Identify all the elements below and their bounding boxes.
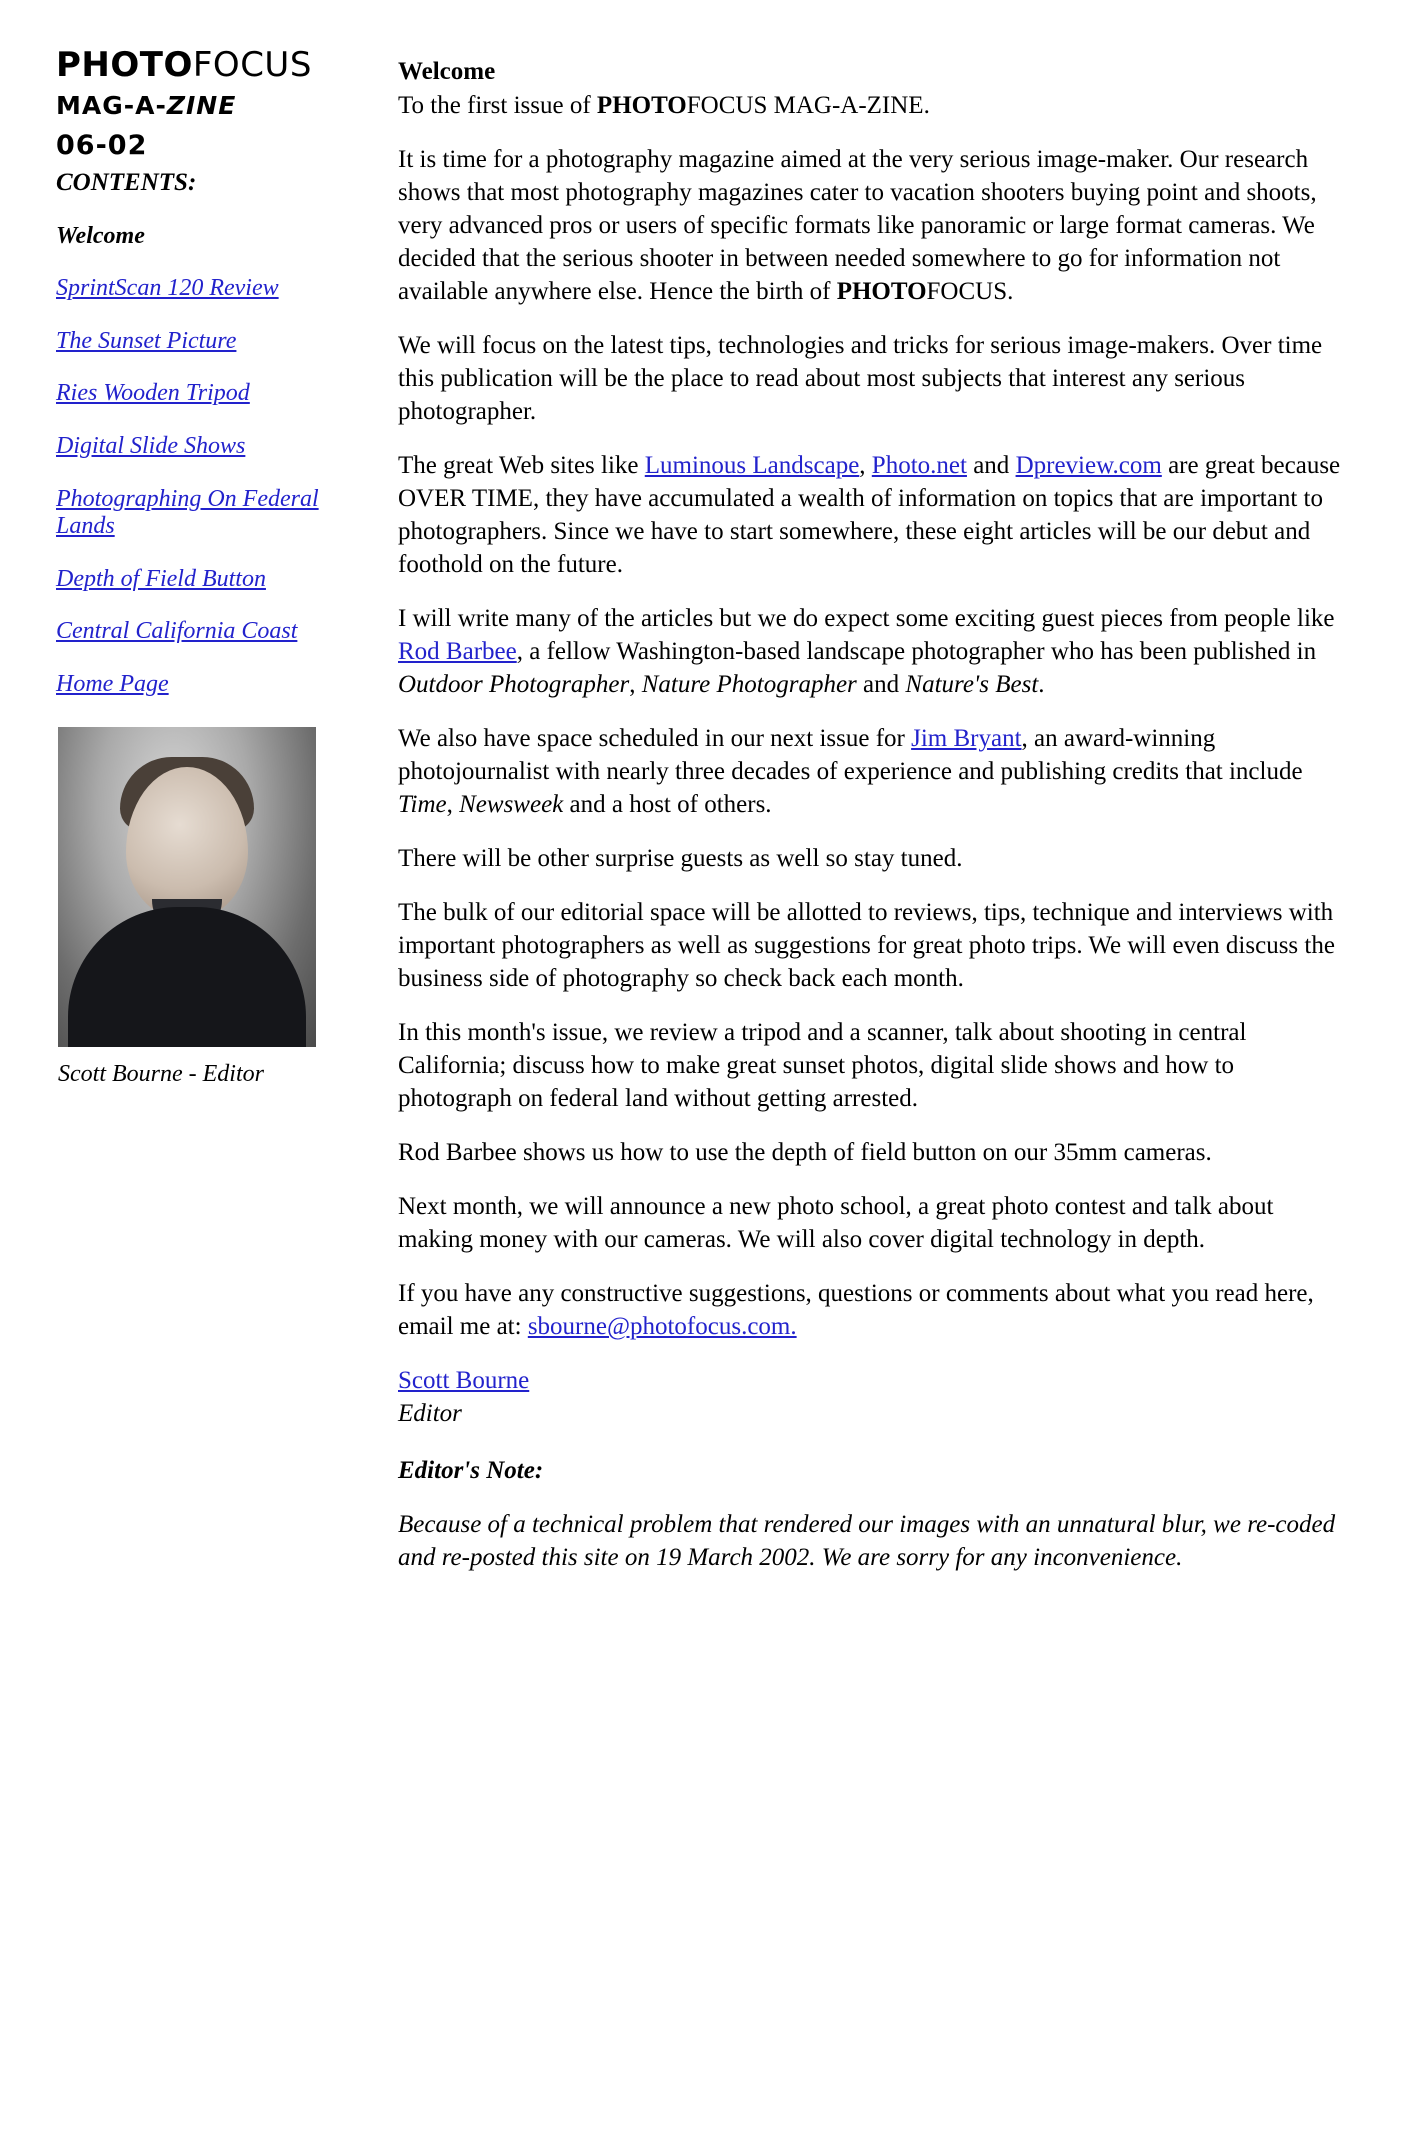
signature-role: Editor bbox=[398, 1400, 462, 1428]
logo-title-bold: PHOTO bbox=[56, 45, 193, 85]
intro-brand-bold: PHOTO bbox=[596, 92, 687, 120]
sidebar-link-depth-of-field[interactable]: Depth of Field Button bbox=[56, 565, 266, 592]
paragraph-3-text-c: and bbox=[966, 452, 1016, 480]
paragraph-2: We will focus on the latest tips, technologies and tricks for serious image-makers. Over time this publication will be the place to read about most subjects that interest any serious photographer. bbox=[398, 332, 1323, 426]
paragraph-4-text-e: . bbox=[1038, 671, 1045, 699]
sidebar-item-sprintscan[interactable] bbox=[56, 275, 356, 303]
intro-suffix: FOCUS MAG-A-ZINE. bbox=[686, 92, 930, 120]
publication-nature-photographer: Nature Photographer bbox=[641, 671, 857, 699]
publication-time: Time bbox=[398, 791, 447, 819]
sidebar-link-digital-slide-shows[interactable]: Digital Slide Shows bbox=[56, 432, 246, 459]
paragraph-4 bbox=[398, 602, 1354, 701]
paragraph-4-text-c: , bbox=[629, 671, 642, 699]
editors-note-body: Because of a technical problem that rendered our images with an unnatural blur, we re-coded and re-posted this site on 19 March 2002. We are sorry for any inconvenience. bbox=[398, 1511, 1336, 1572]
link-jim-bryant[interactable]: Jim Bryant bbox=[911, 725, 1022, 753]
paragraph-3-text-b: , bbox=[859, 452, 872, 480]
link-scott-bourne[interactable]: Scott Bourne bbox=[398, 1367, 530, 1395]
sidebar-item-home-page[interactable] bbox=[56, 671, 356, 699]
paragraph-5-text-a: We also have space scheduled in our next issue for bbox=[398, 725, 912, 753]
paragraph-5-text-d: and a host of others. bbox=[563, 791, 772, 819]
paragraph-5 bbox=[398, 722, 1354, 821]
link-luminous-landscape[interactable]: Luminous Landscape bbox=[644, 452, 860, 480]
paragraph-1-brand-bold: PHOTO bbox=[836, 278, 927, 306]
sidebar-link-federal-lands[interactable]: Photographing On Federal Lands bbox=[56, 485, 319, 540]
sidebar-item-central-california[interactable] bbox=[56, 618, 356, 646]
paragraph-6: There will be other surprise guests as well so stay tuned. bbox=[398, 845, 963, 873]
paragraph-5-text-c: , bbox=[446, 791, 460, 819]
sidebar-link-central-california[interactable]: Central California Coast bbox=[56, 618, 298, 645]
paragraph-4-text-b: , a fellow Washington-based landscape photographer who has been published in bbox=[516, 638, 1317, 666]
paragraph-3-text-d: are great because OVER TIME, they have accumulated a wealth of information on topics that are important to photographers. Since we have to start somewhere, these eight articles will be our debut and foothold on the future. bbox=[398, 452, 1341, 579]
publication-natures-best: Nature's Best bbox=[905, 671, 1039, 699]
article-body bbox=[356, 40, 1354, 1595]
sidebar-link-home-page[interactable]: Home Page bbox=[56, 670, 169, 697]
paragraph-3-text-a: The great Web sites like bbox=[398, 452, 645, 480]
paragraph-5-text-b: , an award-winning photojournalist with nearly three decades of experience and publishing credits that include bbox=[398, 725, 1303, 786]
paragraph-4-text-a: I will write many of the articles but we do expect some exciting guest pieces from people like bbox=[398, 605, 1335, 633]
link-rod-barbee[interactable]: Rod Barbee bbox=[398, 638, 517, 666]
intro-prefix: To the first issue of bbox=[398, 92, 597, 120]
paragraph-7: The bulk of our editorial space will be allotted to reviews, tips, technique and interviews with important photographers as well as suggestions for great photo trips. We will even discuss the business side of photography so check back each month. bbox=[398, 899, 1335, 993]
sidebar-link-ries-tripod[interactable]: Ries Wooden Tripod bbox=[56, 380, 250, 407]
sidebar-item-digital-slide-shows[interactable] bbox=[56, 433, 356, 461]
sidebar-item-ries-tripod[interactable] bbox=[56, 380, 356, 408]
page-title: Welcome bbox=[398, 58, 496, 85]
paragraph-11-text: If you have any constructive suggestions, questions or comments about what you read here, email me at: bbox=[398, 1280, 1314, 1341]
sidebar-item-welcome: Welcome bbox=[56, 222, 145, 249]
sidebar-item-federal-lands[interactable] bbox=[56, 486, 356, 541]
paragraph-10: Next month, we will announce a new photo school, a great photo contest and talk about making money with our cameras. We will also cover digital technology in depth. bbox=[398, 1193, 1274, 1254]
paragraph-1-text-b: FOCUS. bbox=[926, 278, 1014, 306]
paragraph-8: In this month's issue, we review a tripod and a scanner, talk about shooting in central California; discuss how to make great sunset photos, digital slide shows and how to photograph on federal land without getting arrested. bbox=[398, 1019, 1247, 1113]
editor-portrait-photo bbox=[58, 727, 316, 1047]
sidebar-item-depth-of-field[interactable] bbox=[56, 566, 356, 594]
paragraph-11 bbox=[398, 1277, 1354, 1343]
logo-subtitle bbox=[56, 90, 356, 123]
sidebar-item-sunset-picture[interactable] bbox=[56, 328, 356, 356]
link-dpreview[interactable]: Dpreview.com bbox=[1015, 452, 1162, 480]
contents-label: CONTENTS: bbox=[56, 168, 197, 196]
paragraph-9: Rod Barbee shows us how to use the depth of field button on our 35mm cameras. bbox=[398, 1139, 1212, 1167]
paragraph-1 bbox=[398, 143, 1354, 308]
magazine-logo bbox=[56, 45, 356, 163]
logo-title bbox=[56, 45, 356, 85]
link-photo-net[interactable]: Photo.net bbox=[871, 452, 967, 480]
paragraph-4-text-d: and bbox=[856, 671, 906, 699]
paragraph-3 bbox=[398, 449, 1354, 581]
paragraph-1-text-a: It is time for a photography magazine aimed at the very serious image-maker. Our research shows that most photography magazines cater to vacation shooters buying point and shoots, very advanced pros or users of specific formats like panoramic or large format cameras. We decided that the serious shooter in between needed somewhere to go for information not available anywhere else. Hence the birth of bbox=[398, 146, 1317, 306]
portrait-caption: Scott Bourne - Editor bbox=[58, 1060, 264, 1087]
link-editor-email[interactable]: sbourne@photofocus.com. bbox=[527, 1313, 797, 1341]
sidebar-link-sunset-picture[interactable]: The Sunset Picture bbox=[56, 327, 237, 354]
publication-newsweek: Newsweek bbox=[459, 791, 564, 819]
sidebar bbox=[56, 40, 356, 1088]
signature-block bbox=[398, 1364, 1354, 1397]
editors-note-title: Editor's Note: bbox=[398, 1457, 544, 1485]
publication-outdoor-photographer: Outdoor Photographer bbox=[398, 671, 630, 699]
intro-paragraph bbox=[398, 89, 1354, 122]
logo-subtitle-italic: ZINE bbox=[166, 90, 237, 120]
logo-issue-number: 06-02 bbox=[56, 130, 148, 162]
logo-title-thin: FOCUS bbox=[192, 45, 312, 85]
logo-subtitle-main: MAG-A- bbox=[56, 90, 167, 120]
sidebar-link-sprintscan[interactable]: SprintScan 120 Review bbox=[56, 275, 279, 302]
